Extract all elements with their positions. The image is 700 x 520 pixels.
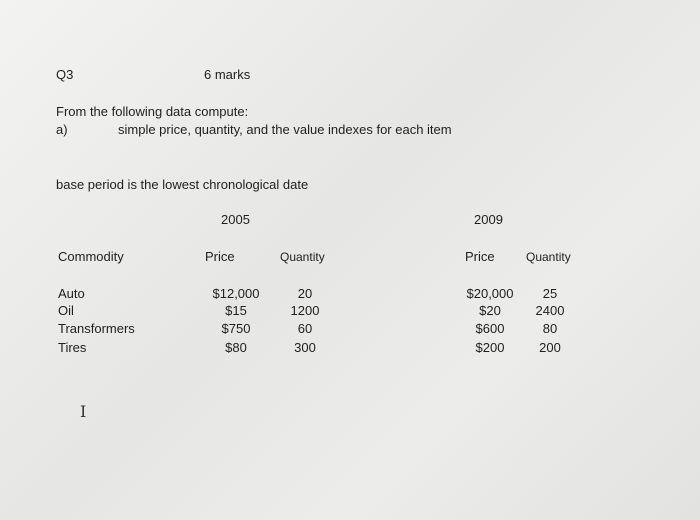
quantity-2005-cell: 20 (297, 286, 313, 301)
price-2009-cell: $20 (479, 303, 501, 318)
quantity-2009-cell: 2400 (535, 303, 565, 318)
quantity-2005-cell: 1200 (290, 303, 320, 318)
part-text: simple price, quantity, and the value indexes for each item (118, 122, 452, 137)
quantity-2009-column-header: Quantity (526, 250, 571, 264)
price-2005-cell: $80 (225, 340, 247, 355)
commodity-column-header: Commodity (58, 249, 124, 264)
quantity-2009-cell: 25 (542, 286, 558, 301)
price-2005-cell: $12,000 (212, 286, 260, 301)
price-2009-cell: $200 (475, 340, 505, 355)
price-2009-cell: $600 (475, 321, 505, 336)
quantity-2005-column-header: Quantity (280, 250, 325, 264)
quantity-2005-cell: 300 (294, 340, 316, 355)
question-number: Q3 (56, 67, 74, 82)
marks-label: 6 marks (204, 67, 251, 82)
base-period-note: base period is the lowest chronological date (56, 177, 309, 192)
quantity-2005-cell: 60 (297, 321, 313, 336)
commodity-cell: Auto (58, 286, 85, 301)
part-label: a) (56, 122, 68, 137)
text-cursor-icon: I (80, 402, 87, 421)
quantity-2009-cell: 80 (542, 321, 558, 336)
intro-text: From the following data compute: (56, 104, 249, 119)
year-2005-header: 2005 (221, 212, 250, 227)
commodity-cell: Oil (58, 303, 74, 318)
price-2005-cell: $750 (221, 321, 251, 336)
price-2009-cell: $20,000 (466, 286, 514, 301)
price-2005-column-header: Price (205, 249, 235, 264)
commodity-cell: Tires (58, 340, 87, 355)
quantity-2009-cell: 200 (539, 340, 561, 355)
year-2009-header: 2009 (474, 212, 503, 227)
price-2009-column-header: Price (465, 249, 495, 264)
price-2005-cell: $15 (225, 303, 247, 318)
commodity-cell: Transformers (58, 321, 135, 336)
